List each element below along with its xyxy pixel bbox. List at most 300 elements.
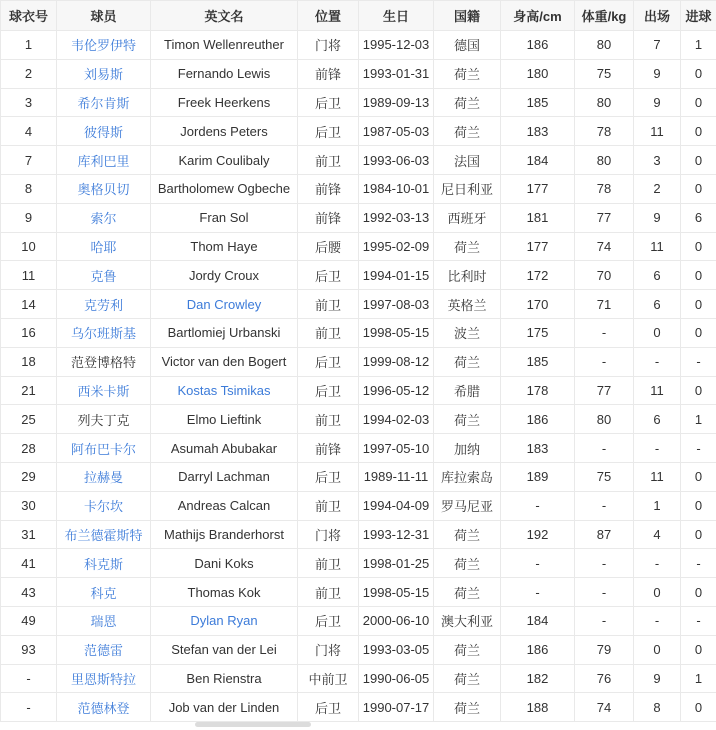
cell-number: 16 — [1, 318, 57, 347]
cell-height: - — [501, 491, 575, 520]
cell-goals: 1 — [681, 664, 716, 693]
player-link[interactable]: 哈耶 — [90, 239, 117, 255]
cell-goals: 6 — [681, 203, 716, 232]
cell-weight: 78 — [575, 174, 634, 203]
cell-weight: 75 — [575, 462, 634, 491]
cell-goals: - — [681, 606, 716, 635]
cell-weight: 76 — [575, 664, 634, 693]
cell-number: 11 — [1, 261, 57, 290]
table-row — [1, 232, 716, 261]
cell-appearances: 6 — [634, 405, 681, 434]
column-header-weight: 体重/kg — [575, 1, 634, 31]
cell-height: 183 — [501, 434, 575, 463]
cell-weight: 70 — [575, 261, 634, 290]
table-row — [1, 117, 716, 146]
table-row — [1, 59, 716, 88]
cell-en_name: Thomas Kok — [151, 578, 298, 607]
cell-number: 7 — [1, 146, 57, 175]
cell-nationality: 库拉索岛 — [434, 462, 501, 491]
table-row — [1, 520, 716, 549]
cell-goals: 1 — [681, 405, 716, 434]
cell-height: 186 — [501, 405, 575, 434]
column-header-player: 球员 — [57, 1, 151, 31]
cell-en_name: Thom Haye — [151, 232, 298, 261]
table-row — [1, 606, 716, 635]
player-link[interactable]: 瑞恩 — [90, 614, 117, 630]
cell-weight: 77 — [575, 203, 634, 232]
cell-birthday: 1993-06-03 — [359, 146, 434, 175]
cell-player — [57, 88, 151, 117]
cell-position: 前卫 — [298, 578, 359, 607]
cell-position: 后卫 — [298, 347, 359, 376]
cell-nationality: 荷兰 — [434, 59, 501, 88]
cell-birthday: 1996-05-12 — [359, 376, 434, 405]
cell-birthday: 1989-09-13 — [359, 88, 434, 117]
player-link[interactable]: 库利巴里 — [77, 153, 130, 169]
cell-number: 21 — [1, 376, 57, 405]
cell-en_name: Fran Sol — [151, 203, 298, 232]
table-row — [1, 290, 716, 319]
cell-position: 门将 — [298, 520, 359, 549]
cell-height: 177 — [501, 232, 575, 261]
cell-player — [57, 31, 151, 60]
table-row — [1, 491, 716, 520]
cell-height: 181 — [501, 203, 575, 232]
column-header-goals: 进球 — [681, 1, 716, 31]
cell-goals: 1 — [681, 31, 716, 60]
table-row — [1, 434, 716, 463]
cell-en_name: Timon Wellenreuther — [151, 31, 298, 60]
cell-appearances: 9 — [634, 203, 681, 232]
cell-birthday: 1990-06-05 — [359, 664, 434, 693]
cell-goals: 0 — [681, 59, 716, 88]
cell-goals: 0 — [681, 174, 716, 203]
player-link[interactable]: 科克 — [90, 585, 117, 601]
cell-number: 10 — [1, 232, 57, 261]
cell-player — [57, 491, 151, 520]
cell-weight: 80 — [575, 88, 634, 117]
cell-birthday: 1995-02-09 — [359, 232, 434, 261]
cell-nationality: 荷兰 — [434, 117, 501, 146]
cell-player — [57, 376, 151, 405]
cell-player — [57, 318, 151, 347]
table-row — [1, 261, 716, 290]
player-link[interactable]: 克鲁 — [90, 268, 117, 284]
cell-appearances: 7 — [634, 31, 681, 60]
player-link[interactable]: 里恩斯特拉 — [70, 671, 136, 687]
player-link[interactable]: 科克斯 — [83, 556, 123, 572]
cell-en_name: Stefan van der Lei — [151, 635, 298, 664]
cell-appearances: 6 — [634, 261, 681, 290]
cell-goals: 0 — [681, 635, 716, 664]
cell-en_name: Victor van den Bogert — [151, 347, 298, 376]
cell-goals: 0 — [681, 261, 716, 290]
table-row — [1, 693, 716, 722]
cell-height: 175 — [501, 318, 575, 347]
player-link[interactable]: 彼得斯 — [83, 124, 123, 140]
column-header-en_name: 英文名 — [151, 1, 298, 31]
cell-en_name: Ben Rienstra — [151, 664, 298, 693]
cell-birthday: 1993-12-31 — [359, 520, 434, 549]
cell-position: 后卫 — [298, 261, 359, 290]
cell-nationality: 荷兰 — [434, 232, 501, 261]
cell-position: 后卫 — [298, 462, 359, 491]
table-row — [1, 88, 716, 117]
cell-goals: 0 — [681, 462, 716, 491]
cell-birthday: 2000-06-10 — [359, 606, 434, 635]
cell-number: 1 — [1, 31, 57, 60]
cell-birthday: 1989-11-11 — [359, 462, 434, 491]
column-header-number: 球衣号 — [1, 1, 57, 31]
table-row — [1, 318, 716, 347]
cell-nationality: 波兰 — [434, 318, 501, 347]
table-row — [1, 664, 716, 693]
cell-nationality: 法国 — [434, 146, 501, 175]
cell-goals: 0 — [681, 491, 716, 520]
cell-player — [57, 232, 151, 261]
cell-height: 185 — [501, 347, 575, 376]
cell-position: 前卫 — [298, 491, 359, 520]
horizontal-scrollbar-thumb[interactable] — [195, 722, 311, 727]
player-link[interactable]: 范德林登 — [77, 700, 130, 716]
cell-number: 2 — [1, 59, 57, 88]
cell-appearances: 11 — [634, 462, 681, 491]
cell-appearances: 0 — [634, 635, 681, 664]
cell-number: - — [1, 693, 57, 722]
cell-height: 189 — [501, 462, 575, 491]
cell-nationality: 澳大利亚 — [434, 606, 501, 635]
cell-weight: - — [575, 578, 634, 607]
cell-nationality: 希腊 — [434, 376, 501, 405]
cell-appearances: 11 — [634, 232, 681, 261]
cell-birthday: 1998-05-15 — [359, 318, 434, 347]
cell-position: 前卫 — [298, 318, 359, 347]
cell-position: 前锋 — [298, 59, 359, 88]
cell-weight: - — [575, 491, 634, 520]
cell-height: 186 — [501, 635, 575, 664]
cell-en_name: Jordens Peters — [151, 117, 298, 146]
cell-en_name: Freek Heerkens — [151, 88, 298, 117]
cell-height: 183 — [501, 117, 575, 146]
cell-weight: 74 — [575, 693, 634, 722]
cell-birthday: 1999-08-12 — [359, 347, 434, 376]
cell-height: 177 — [501, 174, 575, 203]
cell-number: 8 — [1, 174, 57, 203]
cell-position: 前卫 — [298, 549, 359, 578]
cell-goals: 0 — [681, 376, 716, 405]
player-link[interactable]: 乌尔班斯基 — [70, 326, 136, 342]
table-row — [1, 578, 716, 607]
cell-weight: - — [575, 318, 634, 347]
player-link[interactable]: 拉赫曼 — [83, 470, 123, 486]
cell-player — [57, 117, 151, 146]
cell-birthday: 1990-07-17 — [359, 693, 434, 722]
player-link[interactable]: 阿布巴卡尔 — [70, 441, 136, 457]
table-row — [1, 376, 716, 405]
cell-player — [57, 59, 151, 88]
cell-number: 93 — [1, 635, 57, 664]
cell-birthday: 1992-03-13 — [359, 203, 434, 232]
cell-weight: - — [575, 606, 634, 635]
cell-player: 列夫丁克 — [57, 405, 151, 434]
cell-appearances: 0 — [634, 318, 681, 347]
table-row — [1, 405, 716, 434]
cell-nationality: 荷兰 — [434, 664, 501, 693]
table-row — [1, 347, 716, 376]
cell-goals: 0 — [681, 88, 716, 117]
cell-nationality: 荷兰 — [434, 549, 501, 578]
cell-nationality: 荷兰 — [434, 578, 501, 607]
cell-number: - — [1, 664, 57, 693]
player-link[interactable]: 刘易斯 — [83, 67, 123, 83]
cell-en_name: Karim Coulibaly — [151, 146, 298, 175]
cell-nationality: 尼日利亚 — [434, 174, 501, 203]
en-name-link[interactable]: Dan Crowley — [186, 296, 262, 312]
cell-nationality: 罗马尼亚 — [434, 491, 501, 520]
cell-appearances: 9 — [634, 88, 681, 117]
cell-appearances: 3 — [634, 146, 681, 175]
cell-position: 前锋 — [298, 203, 359, 232]
player-link[interactable]: 索尔 — [90, 211, 117, 227]
cell-position: 后卫 — [298, 88, 359, 117]
cell-birthday: 1998-01-25 — [359, 549, 434, 578]
cell-number: 9 — [1, 203, 57, 232]
cell-height: 184 — [501, 606, 575, 635]
cell-number: 4 — [1, 117, 57, 146]
cell-number: 3 — [1, 88, 57, 117]
cell-weight: 87 — [575, 520, 634, 549]
table-header-row — [1, 1, 716, 31]
cell-player — [57, 174, 151, 203]
cell-number: 41 — [1, 549, 57, 578]
cell-weight: - — [575, 434, 634, 463]
player-link[interactable]: 克劳利 — [83, 297, 123, 313]
cell-player — [57, 520, 151, 549]
cell-appearances: 4 — [634, 520, 681, 549]
table-row — [1, 174, 716, 203]
cell-player — [57, 549, 151, 578]
player-link[interactable]: 希尔肯斯 — [77, 95, 130, 111]
cell-birthday: 1987-05-03 — [359, 117, 434, 146]
cell-number: 31 — [1, 520, 57, 549]
cell-en_name: Darryl Lachman — [151, 462, 298, 491]
cell-weight: 74 — [575, 232, 634, 261]
cell-goals: 0 — [681, 693, 716, 722]
cell-weight: 77 — [575, 376, 634, 405]
cell-birthday: 1993-01-31 — [359, 59, 434, 88]
cell-position: 后卫 — [298, 376, 359, 405]
cell-height: 182 — [501, 664, 575, 693]
table-row — [1, 462, 716, 491]
cell-nationality: 荷兰 — [434, 405, 501, 434]
cell-en_name: Bartholomew Ogbeche — [151, 174, 298, 203]
table-row — [1, 203, 716, 232]
cell-position: 前卫 — [298, 290, 359, 319]
cell-en_name: Job van der Linden — [151, 693, 298, 722]
cell-appearances: 2 — [634, 174, 681, 203]
cell-appearances: - — [634, 434, 681, 463]
cell-player: 范登博格特 — [57, 347, 151, 376]
cell-appearances: 9 — [634, 59, 681, 88]
cell-weight: 78 — [575, 117, 634, 146]
column-header-appearances: 出场 — [634, 1, 681, 31]
cell-nationality: 荷兰 — [434, 520, 501, 549]
cell-height: 186 — [501, 31, 575, 60]
cell-position: 前卫 — [298, 405, 359, 434]
cell-player — [57, 635, 151, 664]
cell-height: 184 — [501, 146, 575, 175]
cell-player — [57, 146, 151, 175]
cell-nationality: 荷兰 — [434, 693, 501, 722]
cell-birthday: 1998-05-15 — [359, 578, 434, 607]
table-body — [1, 31, 716, 722]
cell-appearances: - — [634, 549, 681, 578]
column-header-position: 位置 — [298, 1, 359, 31]
cell-appearances: - — [634, 347, 681, 376]
cell-height: 188 — [501, 693, 575, 722]
cell-weight: 80 — [575, 146, 634, 175]
cell-position: 后卫 — [298, 117, 359, 146]
cell-appearances: 9 — [634, 664, 681, 693]
player-link[interactable]: 布兰德霍斯特 — [64, 527, 143, 543]
cell-goals: 0 — [681, 117, 716, 146]
cell-player — [57, 462, 151, 491]
en-name-link[interactable]: Dylan Ryan — [190, 613, 258, 629]
cell-en_name: Jordy Croux — [151, 261, 298, 290]
player-link[interactable]: 范德雷 — [83, 643, 123, 659]
cell-goals: 0 — [681, 520, 716, 549]
cell-position: 门将 — [298, 31, 359, 60]
cell-weight: 80 — [575, 405, 634, 434]
cell-number: 28 — [1, 434, 57, 463]
cell-number: 30 — [1, 491, 57, 520]
cell-nationality: 西班牙 — [434, 203, 501, 232]
cell-appearances: 11 — [634, 117, 681, 146]
cell-height: 172 — [501, 261, 575, 290]
cell-goals: - — [681, 549, 716, 578]
cell-position: 前锋 — [298, 434, 359, 463]
cell-weight: 71 — [575, 290, 634, 319]
cell-weight: - — [575, 347, 634, 376]
cell-en_name: Elmo Lieftink — [151, 405, 298, 434]
column-header-nationality: 国籍 — [434, 1, 501, 31]
cell-height: - — [501, 549, 575, 578]
player-link[interactable]: 西米卡斯 — [77, 383, 130, 399]
player-link[interactable]: 卡尔坎 — [83, 499, 123, 515]
cell-nationality: 比利时 — [434, 261, 501, 290]
column-header-height: 身高/cm — [501, 1, 575, 31]
cell-player — [57, 664, 151, 693]
cell-birthday: 1994-02-03 — [359, 405, 434, 434]
cell-goals: 0 — [681, 578, 716, 607]
cell-birthday: 1997-08-03 — [359, 290, 434, 319]
player-link[interactable]: 奥格贝切 — [77, 182, 130, 198]
cell-number: 18 — [1, 347, 57, 376]
table-row — [1, 31, 716, 60]
cell-position: 中前卫 — [298, 664, 359, 693]
en-name-link[interactable]: Kostas Tsimikas — [177, 382, 271, 398]
cell-player — [57, 203, 151, 232]
cell-nationality: 荷兰 — [434, 347, 501, 376]
cell-position: 后卫 — [298, 606, 359, 635]
table-row — [1, 146, 716, 175]
cell-en_name: Mathijs Branderhorst — [151, 520, 298, 549]
cell-appearances: 11 — [634, 376, 681, 405]
cell-height: 170 — [501, 290, 575, 319]
cell-player — [57, 434, 151, 463]
cell-position: 前卫 — [298, 146, 359, 175]
cell-goals: - — [681, 434, 716, 463]
cell-appearances: 8 — [634, 693, 681, 722]
cell-number: 43 — [1, 578, 57, 607]
cell-goals: 0 — [681, 232, 716, 261]
cell-en_name: Bartlomiej Urbanski — [151, 318, 298, 347]
cell-en_name — [151, 606, 298, 635]
cell-appearances: 6 — [634, 290, 681, 319]
cell-weight: - — [575, 549, 634, 578]
cell-number: 29 — [1, 462, 57, 491]
cell-position: 后卫 — [298, 693, 359, 722]
cell-height: 180 — [501, 59, 575, 88]
table-row — [1, 549, 716, 578]
cell-birthday: 1984-10-01 — [359, 174, 434, 203]
cell-weight: 79 — [575, 635, 634, 664]
cell-number: 25 — [1, 405, 57, 434]
cell-height: 192 — [501, 520, 575, 549]
column-header-birthday: 生日 — [359, 1, 434, 31]
cell-height: - — [501, 578, 575, 607]
cell-height: 185 — [501, 88, 575, 117]
cell-en_name: Asumah Abubakar — [151, 434, 298, 463]
cell-player — [57, 290, 151, 319]
cell-en_name: Fernando Lewis — [151, 59, 298, 88]
cell-en_name — [151, 376, 298, 405]
cell-player — [57, 693, 151, 722]
cell-en_name: Dani Koks — [151, 549, 298, 578]
cell-nationality: 荷兰 — [434, 88, 501, 117]
cell-en_name: Andreas Calcan — [151, 491, 298, 520]
cell-goals: 0 — [681, 146, 716, 175]
table-row — [1, 635, 716, 664]
cell-position: 前锋 — [298, 174, 359, 203]
cell-nationality: 英格兰 — [434, 290, 501, 319]
cell-birthday: 1994-01-15 — [359, 261, 434, 290]
cell-number: 14 — [1, 290, 57, 319]
cell-player — [57, 606, 151, 635]
cell-weight: 80 — [575, 31, 634, 60]
cell-birthday: 1993-03-05 — [359, 635, 434, 664]
cell-goals: 0 — [681, 318, 716, 347]
cell-birthday: 1994-04-09 — [359, 491, 434, 520]
cell-number: 49 — [1, 606, 57, 635]
cell-birthday: 1997-05-10 — [359, 434, 434, 463]
cell-player — [57, 578, 151, 607]
player-link[interactable]: 韦伦罗伊特 — [70, 38, 136, 54]
cell-appearances: - — [634, 606, 681, 635]
cell-goals: 0 — [681, 290, 716, 319]
cell-nationality: 荷兰 — [434, 635, 501, 664]
cell-goals: - — [681, 347, 716, 376]
cell-position: 后腰 — [298, 232, 359, 261]
cell-en_name — [151, 290, 298, 319]
cell-appearances: 0 — [634, 578, 681, 607]
cell-weight: 75 — [575, 59, 634, 88]
cell-nationality: 加纳 — [434, 434, 501, 463]
cell-appearances: 1 — [634, 491, 681, 520]
cell-birthday: 1995-12-03 — [359, 31, 434, 60]
cell-nationality: 德国 — [434, 31, 501, 60]
cell-player — [57, 261, 151, 290]
